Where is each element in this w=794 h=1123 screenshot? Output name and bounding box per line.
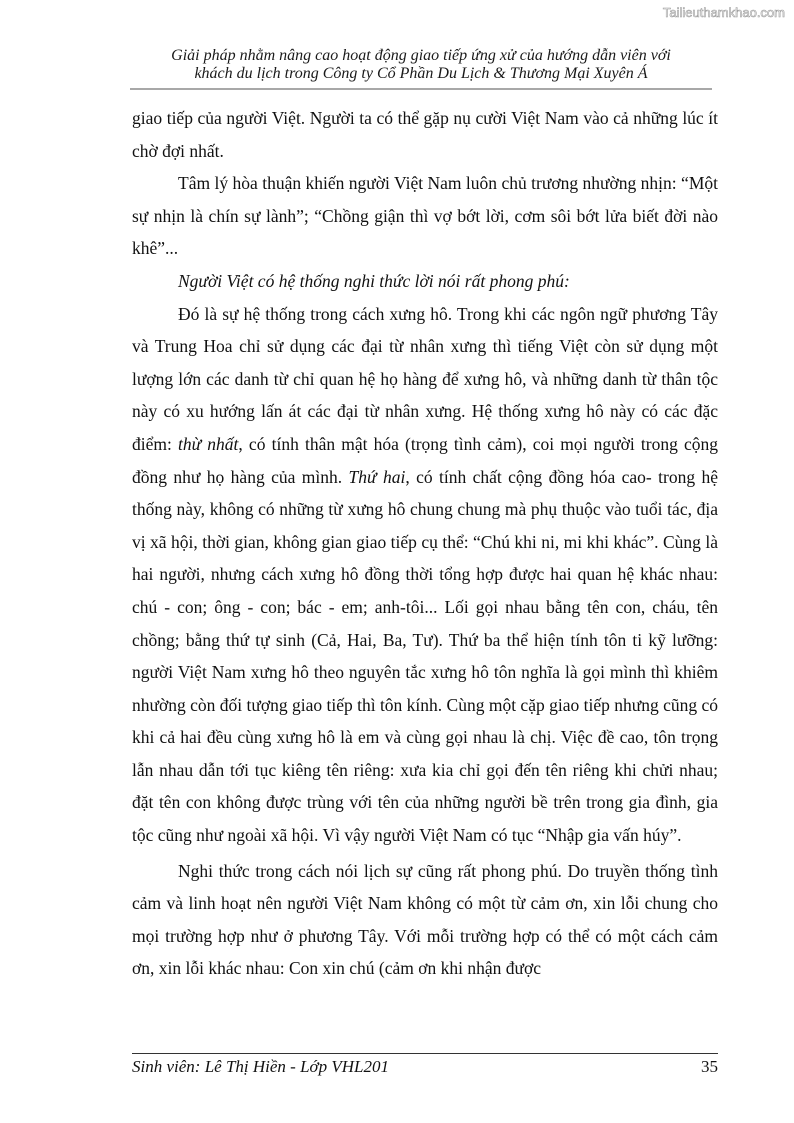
header-divider [130,88,712,90]
footer-author: Sinh viên: Lê Thị Hiền - Lớp VHL201 [132,1057,389,1076]
page-number: 35 [701,1057,718,1076]
emphasis-second: Thứ hai [348,466,406,487]
paragraph-politeness: Nghi thức trong cách nói lịch sự cũng rất phong phú. Do truyền thống tình cảm và linh hoạt nên người Việt Nam không có một từ cảm ơn, xin lỗi chung cho mọi trường hợp như ở phương Tây. Với mỗi trường hợp có thể có một cách cảm ơn, xin lỗi khác nhau: Con xin chú (cảm ơn khi nhận được [132,860,718,979]
header-line-1: Giải pháp nhằm nâng cao hoạt động giao tiếp ứng xử của hướng dẫn viên với [171,47,671,64]
header-line-2: khách du lịch trong Công ty Cổ Phần Du Lịch & Thương Mại Xuyên Á [194,65,648,82]
paragraph-continuation: giao tiếp của người Việt. Người ta có thể gặp nụ cười Việt Nam vào cả những lúc ít chờ đợi nhất. [132,108,718,161]
paragraph-harmony: Tâm lý hòa thuận khiến người Việt Nam luôn chủ trương nhường nhịn: “Một sự nhịn là chín sự lành”; “Chồng giận thì vợ bớt lời, cơm sôi bớt lửa biết đời nào khê”... [132,173,718,259]
text-run: Đó là sự hệ thống trong cách xưng hô. Trong khi các ngôn ngữ phương Tây và Trung Hoa chỉ sử dụng các đại từ nhân xưng thì tiếng Việt còn sử dụng một lượng lớn các danh từ chỉ quan hệ họ hàng để xưng hô, và những danh từ thân tộc này có xu hướng lấn át các đại từ nhân xưng. Hệ thống xưng hô này có các đặc điểm: [132,303,718,454]
watermark: Tailieuthamkhao.com [662,5,785,20]
section-subheading: Người Việt có hệ thống nghi thức lời nói rất phong phú: [178,270,570,291]
text-run: , có tính thân mật hóa (trọng tình cảm), coi mọi người trong cộng đồng như họ hàng của mình. [132,433,718,487]
running-header [130,47,712,83]
page-body [132,102,718,985]
paragraph-addressing-system [132,298,718,852]
footer-divider [132,1053,718,1054]
text-run: , có tính chất cộng đồng hóa cao- trong hệ thống này, không có những từ xưng hô chung chung mà phụ thuộc vào tuổi tác, địa vị xã hội, thời gian, không gian giao tiếp cụ thể: “Chú khi ni, mi khi khác”. Cùng là hai người, nhưng cách xưng hô đồng thời tổng hợp được hai quan hệ khác nhau: chú - con; ông - con; bác - em; anh-tôi... Lối gọi nhau bằng tên con, cháu, tên chồng; bằng thứ tự sinh (Cả, Hai, Ba, Tư). Thứ ba thể hiện tính tôn ti kỹ lưỡng: người Việt Nam xưng hô theo nguyên tắc xưng hô tôn nghĩa là gọi mình thì khiêm nhường còn đối tượng giao tiếp thì tôn kính. Cùng một cặp giao tiếp nhưng cũng có khi cả hai đều cùng xưng hô là em và cùng gọi nhau là chị. Việc đề cao, tôn trọng lẫn nhau dẫn tới tục kiêng tên riêng: xưa kia chỉ gọi đến tên riêng khi chửi nhau; đặt tên con không được trùng với tên của những người bề trên trong gia đình, gia tộc cũng như ngoài xã hội. Vì vậy người Việt Nam có tục “Nhập gia vấn húy”. [132,466,718,846]
page-footer [132,1056,718,1078]
emphasis-first: thừ nhất [178,433,239,454]
